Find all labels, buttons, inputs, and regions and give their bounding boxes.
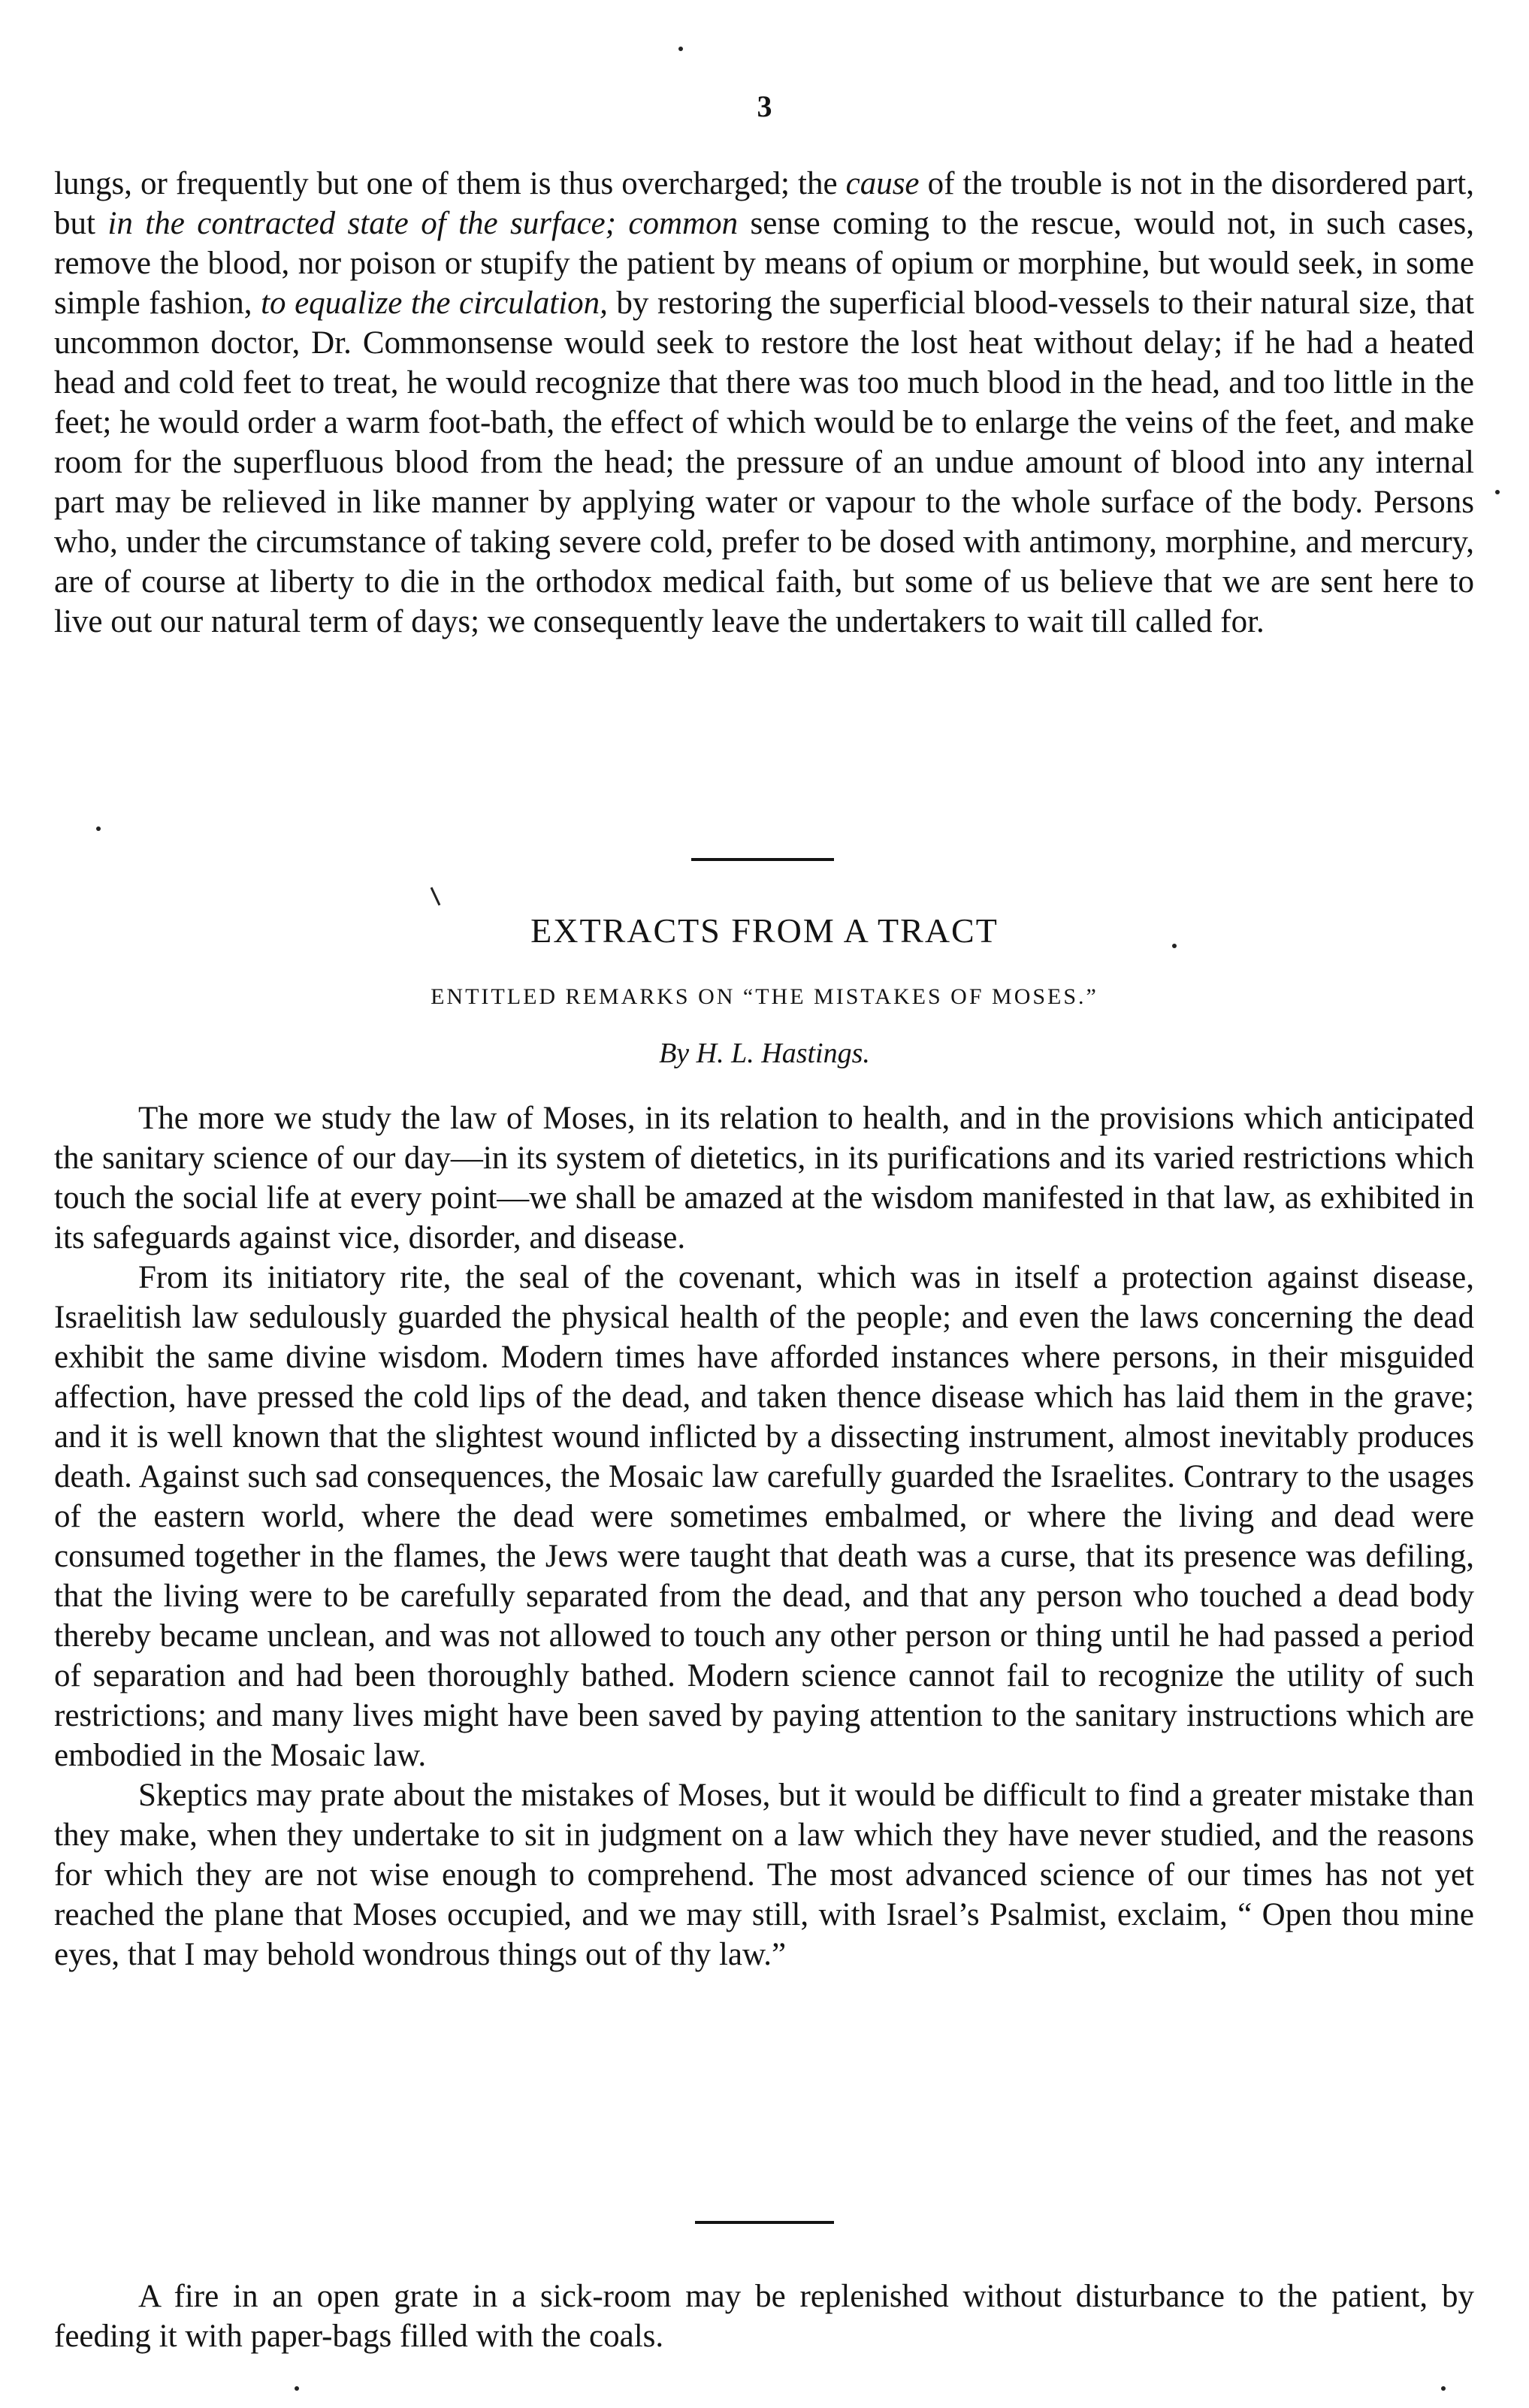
article-paragraph-2: From its initiatory rite, the seal of the covenant, which was in itself a protection against disease, Israelitish law sedulously guarded the physical health of the people; and even the laws concerning the dead exhibit the same divine wisdom. Modern times have afforded instances where persons, in their misguided affection, have pressed the cold lips of the dead, and taken thence disease which has laid them in the grave; and it is well known that the slightest wound inflicted by a dissecting instrument, almost inevitably produces death. Against such sad consequences, the Mosaic law carefully guarded the Israelites. Contrary to the usages of the eastern world, where the dead were sometimes embalmed, or where the living and dead were consumed together in the flames, the Jews were taught that death was a curse, that its presence was defiling, that the living were to be carefully separated from the dead, and that any person who touched a dead body thereby became unclean, and was not allowed to touch any other person or thing until he had passed a period of separation and had been thoroughly bathed. Modern science cannot fail to recognize the utility of such restrictions; and many lives might have been saved by paying attention to the sanitary instructions which are embodied in the Mosaic law. bbox=[54, 1260, 1474, 1773]
section-divider-bottom bbox=[695, 2221, 834, 2224]
note-paragraph bbox=[54, 2277, 1474, 2356]
article-subtitle: ENTITLED REMARKS ON “THE MISTAKES OF MOSES.” bbox=[431, 984, 1098, 1009]
article-paragraph-3: Skeptics may prate about the mistakes of Moses, but it would be difficult to find a greater mistake than they make, when they undertake to sit in judgment on a law which they have never studied, and the reasons for which they are not wise enough to comprehend. The most advanced science of our times has not yet reached the plane that Moses occupied, and we may still, with Israel’s Psalmist, exclaim, “ Open thou mine eyes, that I may behold wondrous things out of thy law.” bbox=[54, 1778, 1474, 1972]
text-run: lungs, or frequently but one of them is thus overcharged; the bbox=[54, 166, 846, 201]
page-number: 3 bbox=[757, 89, 772, 123]
print-speck bbox=[295, 2386, 299, 2391]
text-run: sense coming to the rescue, would not, in such cases, remove the blood, nor poison or stupify the patient by means of opium or morphine, but would seek, in some simple fashion, bbox=[54, 206, 1475, 321]
print-speck bbox=[678, 47, 683, 51]
section-divider-top bbox=[691, 858, 834, 861]
print-speck bbox=[1495, 490, 1500, 494]
article-paragraph-1: The more we study the law of Moses, in its relation to health, and in the provisions which anticipated the sanitary science of our day—in its system of dietetics, in its purifications and its varied restrictions which touch the social life at every point—we shall be amazed at the wisdom manifested in that law, as exhibited in its safeguards against vice, disorder, and disease. bbox=[54, 1101, 1474, 1255]
tick-mark bbox=[431, 887, 441, 906]
italic-text: to equalize the circulation, bbox=[261, 286, 608, 321]
intro-text bbox=[54, 164, 1474, 642]
italic-text: in the contracted state of the surface; common bbox=[107, 206, 739, 241]
print-speck bbox=[1441, 2386, 1446, 2391]
italic-text: cause bbox=[845, 166, 920, 201]
print-speck bbox=[96, 826, 101, 831]
text-run: of the trouble is not in the disordered part, but bbox=[54, 166, 1474, 241]
note-text: A fire in an open grate in a sick-room may be replenished without disturbance to the patient, by feeding it with paper-bags filled with the coals. bbox=[54, 2279, 1474, 2354]
article-byline: By H. L. Hastings. bbox=[659, 1038, 870, 1069]
text-run: by restoring the superficial blood-vessels to their natural size, that uncommon doctor, Dr. Commonsense would seek to restore the lost heat without delay; if he had a heated head and cold feet to treat, he would recognize that there was too much blood in the head, and too little in the feet; he would order a warm foot-bath, the effect of which would be to enlarge the veins of the feet, and make room for the superfluous blood from the head; the pressure of an undue amount of blood into any internal part may be relieved in like manner by applying water or vapour to the whole surface of the body. Persons who, under the circumstance of taking severe cold, prefer to be dosed with antimony, morphine, and mercury, are of course at liberty to die in the orthodox medical faith, but some of us believe that we are sent here to live out our natural term of days; we consequently leave the undertakers to wait till called for. bbox=[54, 286, 1475, 639]
article-title: EXTRACTS FROM A TRACT bbox=[530, 911, 999, 950]
article-body bbox=[54, 1098, 1474, 1974]
intro-paragraph bbox=[54, 164, 1474, 642]
print-speck bbox=[1172, 944, 1177, 948]
